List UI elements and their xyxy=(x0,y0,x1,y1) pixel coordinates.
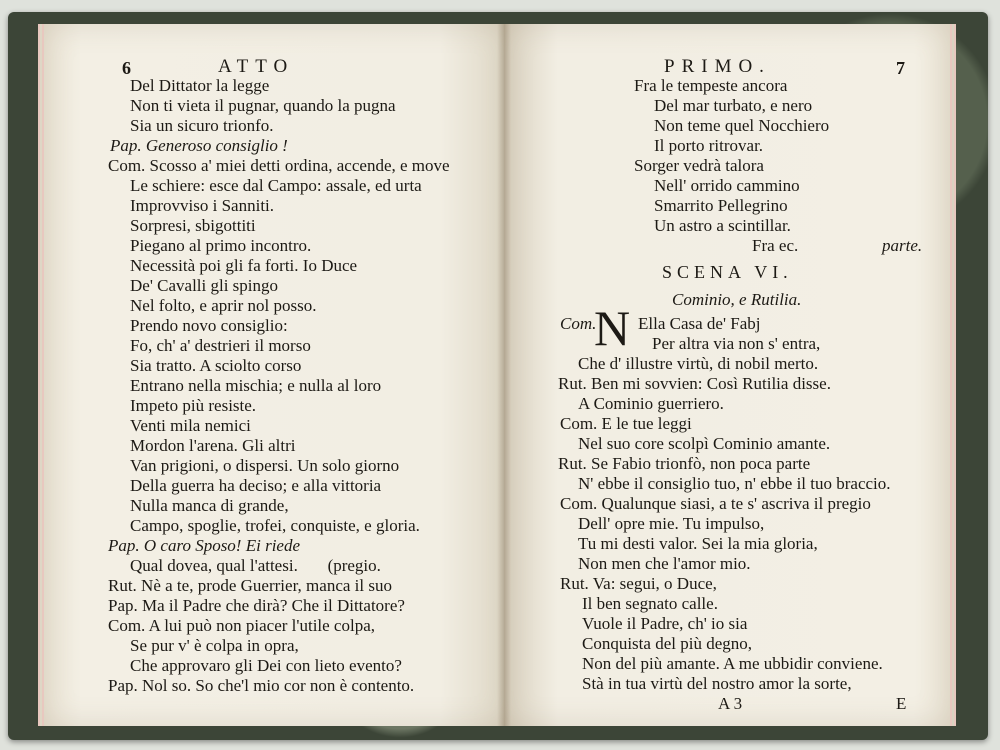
speaker-label: Com. xyxy=(560,314,597,333)
text-line: Vuole il Padre, ch' io sia xyxy=(582,614,748,633)
text-line: Non men che l'amor mio. xyxy=(578,554,751,573)
text-line: Il ben segnato calle. xyxy=(582,594,718,613)
text-line: Rut. Ben mi sovvien: Così Rutilia disse. xyxy=(558,374,831,393)
drop-cap: N xyxy=(594,300,631,356)
text-line: Stà in tua virtù del nostro amor la sorte, xyxy=(582,674,852,693)
fra-ec: Fra ec. xyxy=(752,236,799,255)
text-line: Nulla manca di grande, xyxy=(130,496,289,515)
text-line: Un astro a scintillar. xyxy=(654,216,791,235)
text-line: Fo, ch' a' destrieri il morso xyxy=(130,336,311,355)
text-line: Della guerra ha deciso; e alla vittoria xyxy=(130,476,382,495)
text-line: Rut. Nè a te, prode Guerrier, manca il suo xyxy=(108,576,392,595)
text-line: Improvviso i Sanniti. xyxy=(130,196,275,215)
text-line: Fra le tempeste ancora xyxy=(634,76,788,95)
text-line: Campo, spoglie, trofei, conquiste, e gloria. xyxy=(130,516,420,535)
text-line: Che d' illustre virtù, di nobil merto. xyxy=(578,354,819,373)
text-line: Pap. Ma il Padre che dirà? Che il Dittatore? xyxy=(108,596,405,615)
text-line: Non ti vieta il pugnar, quando la pugna xyxy=(130,96,396,115)
text-line: Piegano al primo incontro. xyxy=(130,236,312,255)
text-line: Conquista del più degno, xyxy=(582,634,752,653)
text-line: Pap. O caro Sposo! Ei riede xyxy=(108,536,301,555)
text-line: Necessità poi gli fa forti. Io Duce xyxy=(130,256,358,275)
text-line: A Cominio guerriero. xyxy=(578,394,724,413)
text-line: Non del più amante. A me ubbidir conviene. xyxy=(582,654,883,673)
stage-direction-parte: parte. xyxy=(882,236,923,255)
catchword: E xyxy=(896,694,907,713)
text-line: Del Dittator la legge xyxy=(130,76,270,95)
scene-characters: Cominio, e Rutilia. xyxy=(672,290,802,309)
text-line: Rut. Se Fabio trionfò, non poca parte xyxy=(558,454,811,473)
text-line: Pap. Generoso consiglio ! xyxy=(110,136,288,155)
text-line: Sia tratto. A sciolto corso xyxy=(130,356,302,375)
text-line: Pap. Nol so. So che'l mio cor non è contento. xyxy=(108,676,415,695)
text-line: Nel suo core scolpì Cominio amante. xyxy=(578,434,831,453)
text-line: Tu mi desti valor. Sei la mia gloria, xyxy=(578,534,818,553)
running-header-right: PRIMO. xyxy=(664,56,771,77)
text-line: Sia un sicuro trionfo. xyxy=(130,116,274,135)
text-line: Venti mila nemici xyxy=(130,416,251,435)
text-line: Com. Scosso a' miei detti ordina, accende, e move xyxy=(108,156,450,175)
text-line: Del mar turbato, e nero xyxy=(654,96,813,115)
scene-title: SCENA VI. xyxy=(662,262,793,282)
text-line: De' Cavalli gli spingo xyxy=(130,276,279,295)
text-line: Prendo novo consiglio: xyxy=(130,316,288,335)
text-line: Nell' orrido cammino xyxy=(654,176,800,195)
text-line: N' ebbe il consiglio tuo, n' ebbe il tuo braccio. xyxy=(578,474,891,493)
page-number-right: 7 xyxy=(896,58,905,78)
text-line: Per altra via non s' entra, xyxy=(652,334,821,353)
signature-mark: A 3 xyxy=(718,694,743,713)
text-line: Com. Qualunque siasi, a te s' ascriva il pregio xyxy=(560,494,871,513)
text-line: Qual dovea, qual l'attesi. (pregio. xyxy=(130,556,381,575)
page-number-left: 6 xyxy=(122,58,131,78)
text-line: Le schiere: esce dal Campo: assale, ed urta xyxy=(130,176,422,195)
text-line: Com. A lui può non piacer l'utile colpa, xyxy=(108,616,375,635)
text-line: Sorger vedrà talora xyxy=(634,156,764,175)
text-line: Dell' opre mie. Tu impulso, xyxy=(578,514,765,533)
text-line: Sorpresi, sbigottiti xyxy=(130,216,256,235)
text-line: Ella Casa de' Fabj xyxy=(638,314,761,333)
book-gutter xyxy=(497,24,511,726)
text-line: Non teme quel Nocchiero xyxy=(654,116,830,135)
text-line: Smarrito Pellegrino xyxy=(654,196,788,215)
text-line: Entrano nella mischia; e nulla al loro xyxy=(130,376,382,395)
text-line: Nel folto, e aprir nol posso. xyxy=(130,296,317,315)
text-line: Che approvaro gli Dei con lieto evento? xyxy=(130,656,402,675)
text-line: Impeto più resiste. xyxy=(130,396,257,415)
running-header-left: ATTO xyxy=(218,56,295,77)
text-line: Rut. Va: segui, o Duce, xyxy=(560,574,717,593)
text-line: Se pur v' è colpa in opra, xyxy=(130,636,299,655)
text-line: Il porto ritrovar. xyxy=(654,136,764,155)
text-line: Com. E le tue leggi xyxy=(560,414,692,433)
text-line: Mordon l'arena. Gli altri xyxy=(130,436,296,455)
text-line: Van prigioni, o dispersi. Un solo giorno xyxy=(130,456,400,475)
